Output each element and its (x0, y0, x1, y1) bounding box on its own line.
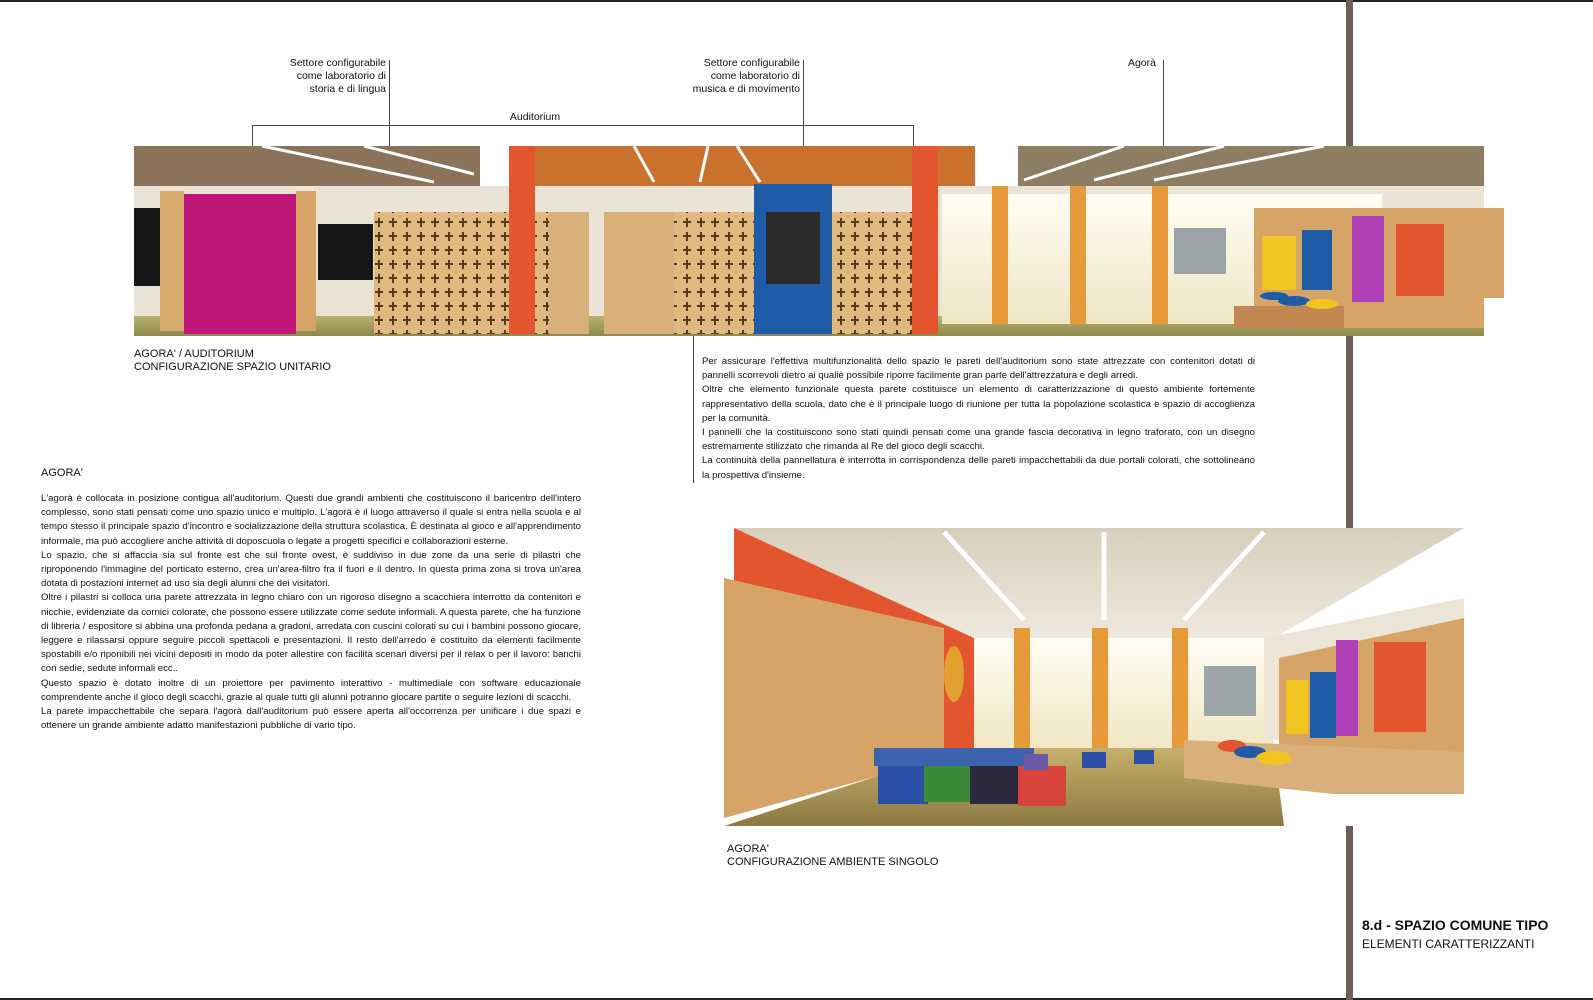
agora-render (724, 528, 1492, 826)
auditorium-label: Auditorium (509, 111, 561, 123)
agora-section-title: AGORA' (41, 467, 83, 479)
top-render-caption: AGORA' / AUDITORIUM CONFIGURAZIONE SPAZIO UNITARIO (134, 348, 331, 373)
page-border-top (0, 0, 1593, 2)
text-leader (693, 318, 694, 483)
sector-2-leader (803, 60, 804, 160)
auditorium-description: Per assicurare l'effettiva multifunzionalità dello spazio le pareti dell'auditorium sono state attrezzate con contenitori dotati di pannelli scorrevoli dietro ai qualiè possibile riporre facilmente gran parte dell'attrezzatura e degli arredi. Oltre che elemento funzionale questa parete costituisce un elemento di caratterizzazione di questo ambiente fortemente rappresentativo della scuola, dato che è il principale luogo di riunione per tutta la popolazione scolastica e spazio di accoglienza per la comunità. I pannelli che la costituiscono sono stati quindi pensati come una grande fascia decorativa in legno traforato, con un disegno estremamente stilizzato che rimanda al Re del gioco degli scacchi. La continuità della pannellatura è interrotta in corrispondenza delle pareti impacchettabili da due portali colorati, che sottolineano la prospettiva d'insieme. (702, 356, 1255, 481)
auditorium-bracket (252, 125, 913, 126)
sector-1-label: Settore configurabile come laboratorio di storia e di lingua (289, 57, 386, 95)
sector-2-label: Settore configurabile come laboratorio di musica e di movimento (692, 57, 800, 95)
agora-description: L'agorà è collocata in posizione contigua all'auditorium. Questi due grandi ambienti che costituiscono il baricentro dell'intero complesso, sono stati pensati come uno spazio unico e multiplo. L'agorà è il luogo attraverso il quale si entra nella scuola e al tempo stesso il principale spazio d'incontro e socializzazione della struttura scolastica. È destinata al gioco e all'apprendimento informale, ma può accogliere anche attività di doposcuola o legate a progetti specifici e collaborazioni esterne. Lo spazio, che si affaccia sia sul fronte est che sul fronte ovest, è suddiviso in due zone da una serie di pilastri che riproponendo l'immagine del porticato esterno, crea un'area-filtro fra il fuori e il dentro. In questa prima zona si trova un'area dotata di postazioni internet ad uso sia degli alunni che dei visitatori. Oltre i pilastri si colloca una parete attrezzata in legno chiaro con un rigoroso disegno a scacchiera interrotto da contenitori e nicchie, evidenziate da cornici colorate, che possono essere utilizzate come sedute informali. A questa parete, che ha funzione di libreria / espositore si abbina una profonda pedana a gradoni, arredata con cuscini colorati su cui i bambini possono giocare, leggere e rilassarsi oppure seguire piccoli spettacoli e presentazioni. Il resto dell'arredo è costituito da elementi facilmente spostabili e/o riponibili nei vicini depositi in modo da poter allestire con facilità scenari diversi per il relax o per il lavoro: banchi con sedie, sedute informali ecc.. Questo spazio è dotato inoltre di un proiettore per pavimento interattivo - multimediale con software educazionale comprendente anche il gioco degli scacchi, grazie al quale tutti gli alunni potranno giocare partite o seguire lezioni di scacchi. La parete impacchettabile che separa l'agorà dall'auditorium può essere aperta all'occorrenza per unificare i due spazi e ottenere un grande ambiente adatto manifestazioni pubbliche di vario tipo. (41, 493, 581, 732)
agora-leader (1163, 60, 1164, 160)
sector-1-leader (389, 60, 390, 160)
plate-subtitle: ELEMENTI CARATTERIZZANTI (1362, 937, 1535, 951)
agora-label: Agorà (1127, 57, 1156, 69)
bottom-render-caption: AGORA' CONFIGURAZIONE AMBIENTE SINGOLO (727, 843, 939, 868)
panorama-render (134, 146, 1504, 336)
plate-title: 8.d - SPAZIO COMUNE TIPO (1362, 917, 1549, 933)
